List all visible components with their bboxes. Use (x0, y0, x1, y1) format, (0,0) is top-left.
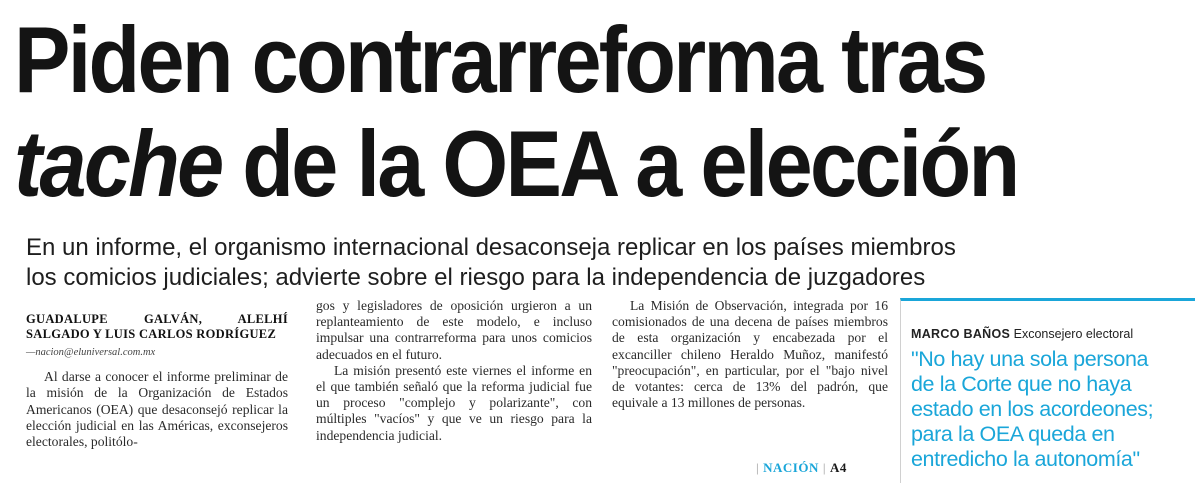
pull-quote-line: para la OEA queda en (911, 422, 1115, 446)
subheadline (26, 233, 1191, 293)
headline (14, 8, 1076, 216)
divider: | (756, 460, 760, 475)
byline-email: —nacion@eluniversal.com.mx (26, 347, 156, 358)
article-paragraph: La misión presentó este viernes el informe en el que también señaló que la reforma judicial fue un proceso "complejo y polarizante", con múltiples "vacíos" y que ve un riesgo para la independencia judicial. (316, 362, 592, 443)
article-paragraph: gos y legisladores de oposición urgieron a un replanteamiento de este modelo, e incluso impulsar una contrarreforma para unos comicios adecuados en el futuro. (316, 298, 592, 362)
pull-quote-line: entredicho la autonomía" (911, 447, 1140, 471)
article-column-2 (316, 298, 592, 444)
headline-italic-word: tache (14, 111, 222, 216)
article-column-3 (612, 298, 888, 411)
pull-quote (911, 347, 1195, 472)
quote-box (900, 298, 1195, 483)
quote-author-name: MARCO BAÑOS (911, 327, 1011, 341)
divider: | (822, 460, 826, 475)
pull-quote-line: de la Corte que no haya (911, 372, 1132, 396)
byline-authors: GUADALUPE GALVÁN, ALELHÍ SALGADO Y LUIS CARLOS RODRÍGUEZ (26, 312, 288, 341)
subheadline-line-2: los comicios judiciales; advierte sobre el riesgo para la independencia de juzgadores (26, 264, 926, 291)
section-reference (752, 460, 847, 476)
article-column-1 (26, 298, 288, 450)
article-paragraph: Al darse a conocer el informe preliminar de la misión de la Organización de Estados Americanos (OEA) que desaconsejó replicar la elección judicial en las Américas, exconsejeros electorales, politólo- (26, 369, 288, 450)
pull-quote-line: estado en los acordeones; (911, 397, 1154, 421)
headline-line-1: Piden contrarreforma tras (14, 7, 986, 112)
quote-attribution (911, 327, 1133, 341)
headline-line-2-rest: de la OEA a elección (221, 111, 1018, 216)
headline-line-2 (14, 112, 1076, 216)
subheadline-line-1: En un informe, el organismo internacional desaconseja replicar en los países miembros (26, 234, 956, 261)
pull-quote-line: "No hay una sola persona (911, 347, 1149, 371)
page-number: A4 (829, 460, 847, 475)
section-name: NACIÓN (763, 460, 819, 475)
quote-author-role: Exconsejero electoral (1013, 327, 1134, 341)
article-paragraph: La Misión de Observación, integrada por 16 comisionados de una decena de países miembros de esta organización y encabezada por el excanciller chileno Heraldo Muñoz, manifestó "preocupación", en particular, por el "bajo nivel de votantes: cerca de 13% del padrón, que equivale a 13 millones de personas. (612, 298, 888, 411)
